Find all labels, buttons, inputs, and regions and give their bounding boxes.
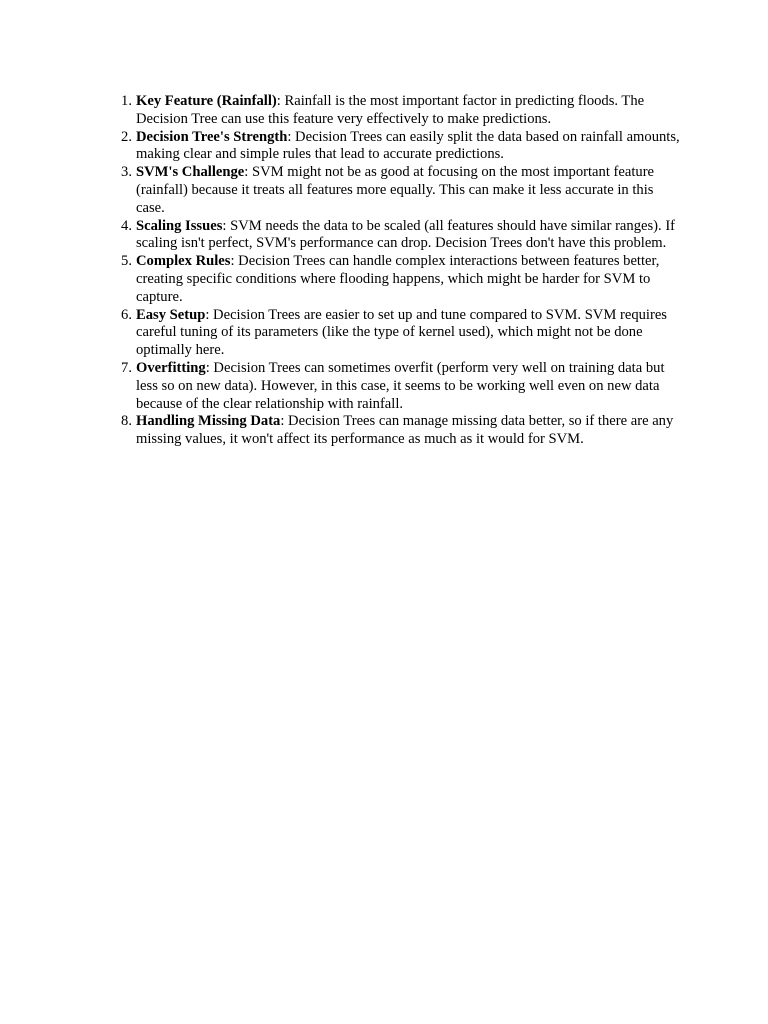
item-text: : Decision Trees can handle complex interactions between features better, creating specific conditions where flooding happens, which might be harder for SVM to capture. (136, 253, 660, 305)
item-text: : Decision Trees can easily split the data based on rainfall amounts, making clear and simple rules that lead to accurate predictions. (136, 128, 680, 163)
list-item (121, 359, 682, 413)
list-number: 3. (121, 164, 132, 181)
list-item (121, 413, 682, 449)
item-text: : Decision Trees can sometimes overfit (perform very well on training data but less so on new data). However, in this case, it seems to be working well even on new data because of the clear relationship with rainfall. (136, 359, 665, 412)
numbered-list (121, 93, 682, 449)
list-number: 2. (121, 128, 132, 145)
list-number: 6. (121, 306, 132, 323)
list-item (121, 164, 682, 217)
list-item (121, 93, 682, 129)
item-term: Complex Rules (136, 253, 231, 270)
item-term: Easy Setup (136, 306, 206, 323)
item-term: Decision Tree's Strength (136, 128, 288, 145)
item-text: : Decision Trees can manage missing data better, so if there are any missing values, it won't affect its performance as much as it would for SVM. (136, 413, 674, 448)
list-item (121, 217, 682, 254)
list-number: 5. (121, 253, 132, 270)
item-text: : Decision Trees are easier to set up and tune compared to SVM. SVM requires careful tuning of its parameters (like the type of kernel used), which might not be done optimally here. (136, 306, 667, 359)
item-term: SVM's Challenge (136, 164, 245, 181)
list-item (121, 306, 682, 360)
item-term: Handling Missing Data (136, 413, 281, 430)
item-term: Overfitting (136, 359, 206, 376)
list-number: 7. (121, 359, 132, 376)
item-text: : SVM might not be as good at focusing on the most important feature (rainfall) because it treats all features more equally. This can make it less accurate in this case. (136, 164, 655, 216)
item-term: Scaling Issues (136, 217, 223, 234)
list-item (121, 128, 682, 165)
list-number: 1. (121, 93, 132, 109)
list-item (121, 253, 682, 306)
item-text: : Rainfall is the most important factor in predicting floods. The Decision Tree can use this feature very effectively to make predictions. (136, 93, 645, 127)
item-text: : SVM needs the data to be scaled (all features should have similar ranges). If scaling isn't perfect, SVM's performance can drop. Decision Trees don't have this problem. (136, 217, 676, 252)
list-number: 4. (121, 217, 132, 234)
list-number: 8. (121, 413, 132, 430)
item-term: Key Feature (Rainfall) (136, 93, 277, 109)
